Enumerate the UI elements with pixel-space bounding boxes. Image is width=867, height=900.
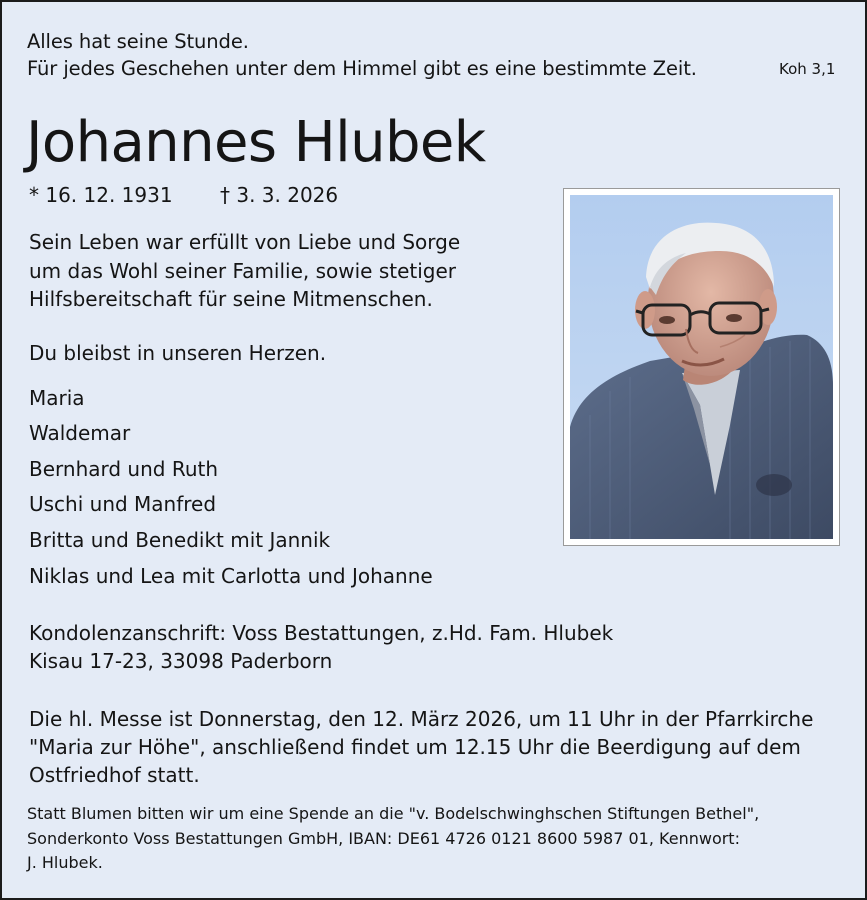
verse-line-2: Für jedes Geschehen unter dem Himmel gibt es eine bestimmte Zeit. (27, 57, 697, 80)
mourner-5: Britta und Benedikt mit Jannik (29, 528, 331, 552)
birth-date: * 16. 12. 1931 (29, 183, 173, 207)
service-line-2: "Maria zur Höhe", anschließend findet um 12.15 Uhr die Beerdigung auf dem (29, 735, 801, 759)
mourner-4: Uschi und Manfred (29, 492, 217, 516)
donation-line-1: Statt Blumen bitten wir um eine Spende an die "v. Bodelschwinghschen Stiftungen Bethel", (27, 804, 760, 823)
service-line-3: Ostfriedhof statt. (29, 763, 200, 787)
tribute-line-1: Sein Leben war erfüllt von Liebe und Sorge (29, 230, 461, 254)
mourner-2: Waldemar (29, 421, 131, 445)
tribute-closing: Du bleibst in unseren Herzen. (29, 341, 327, 365)
condolence-address-line-1: Kondolenzanschrift: Voss Bestattungen, z.Hd. Fam. Hlubek (29, 621, 614, 645)
death-date: † 3. 3. 2026 (220, 183, 339, 207)
portrait-photo (570, 195, 833, 539)
condolence-address-line-2: Kisau 17-23, 33098 Paderborn (29, 649, 333, 673)
verse-line-1: Alles hat seine Stunde. (27, 30, 249, 53)
tribute-line-3: Hilfsbereitschaft für seine Mitmenschen. (29, 287, 433, 311)
verse-reference: Koh 3,1 (779, 60, 836, 78)
donation-line-3: J. Hlubek. (27, 853, 103, 872)
portrait-frame (563, 188, 840, 546)
mourner-1: Maria (29, 386, 85, 410)
service-line-1: Die hl. Messe ist Donnerstag, den 12. März 2026, um 11 Uhr in der Pfarrkirche (29, 707, 814, 731)
mourner-6: Niklas und Lea mit Carlotta und Johanne (29, 564, 433, 588)
tribute-line-2: um das Wohl seiner Familie, sowie stetiger (29, 259, 457, 283)
deceased-name: Johannes Hlubek (26, 110, 486, 175)
donation-line-2: Sonderkonto Voss Bestattungen GmbH, IBAN: DE61 4726 0121 8600 5987 01, Kennwort: (27, 829, 740, 848)
mourner-3: Bernhard und Ruth (29, 457, 219, 481)
